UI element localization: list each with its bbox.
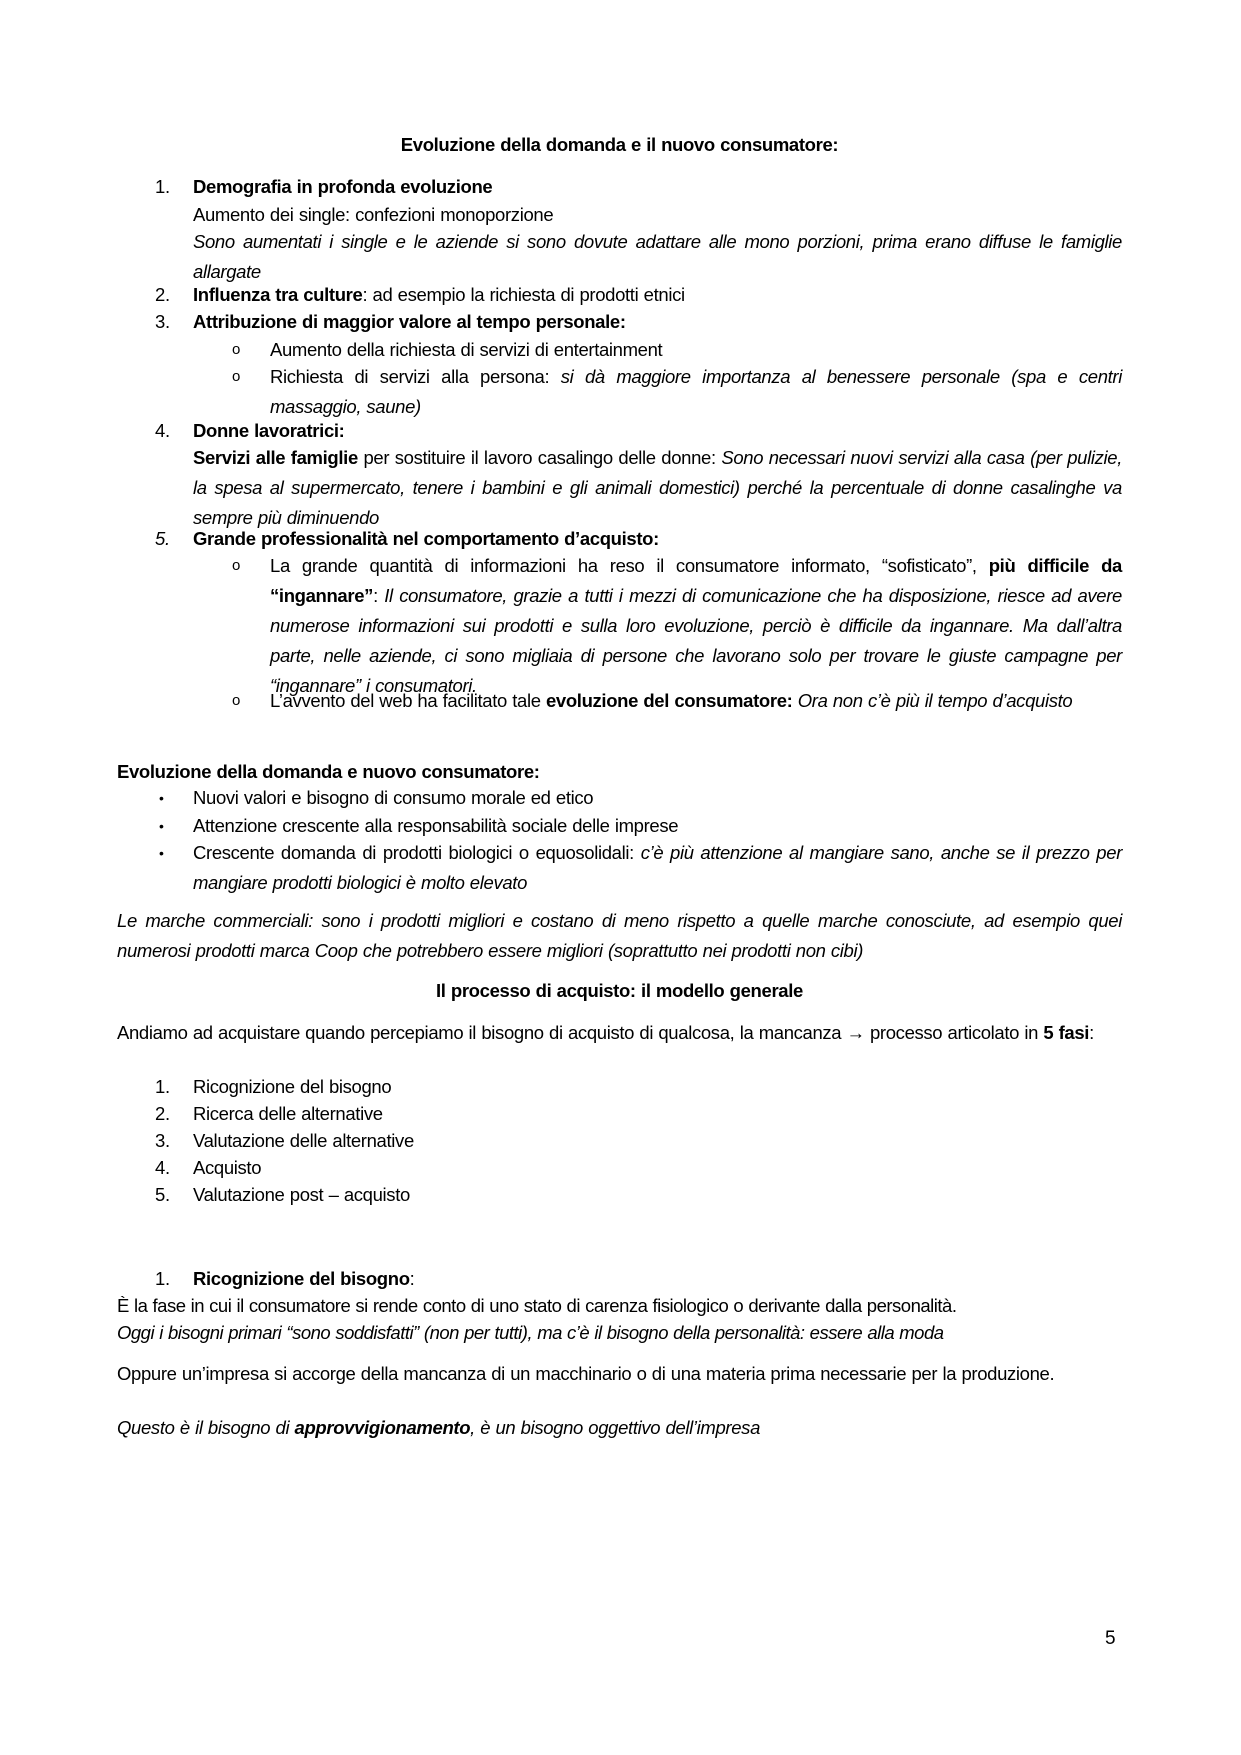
list-number: 5.: [155, 1184, 170, 1205]
list-item-text: [193, 280, 1122, 310]
list-number: 2.: [155, 1103, 170, 1124]
bullet-icon: •: [159, 790, 164, 806]
list-item-text: [193, 443, 1122, 533]
body-text: La grande quantità di informazioni ha reso il consumatore informato, “sofisticato”,: [270, 555, 989, 576]
bullet-text: Nuovi valori e bisogno di consumo morale ed etico: [193, 787, 594, 808]
bullet-icon: •: [159, 845, 164, 861]
heading-text: Demografia in profonda evoluzione: [193, 176, 493, 197]
note-text: Le marche commerciali: sono i prodotti migliori e costano di meno rispetto a quelle marche conosciute, ad esempio quei numerosi prodotti marca Coop che potrebbero essere migliori (soprattutto nei prodotti non cibi): [117, 910, 1122, 961]
body-text: : ad esempio la richiesta di prodotti etnici: [362, 284, 685, 305]
body-text: L’avvento del web ha facilitato tale: [270, 690, 546, 711]
body-text: Richiesta di servizi alla persona:: [270, 366, 561, 387]
list-item-note: [193, 227, 1122, 287]
bullet-icon: •: [159, 818, 164, 834]
list-number: 3.: [155, 1130, 170, 1151]
note-text: , è un bisogno oggettivo dell’impresa: [470, 1417, 761, 1438]
list-number: 2.: [155, 284, 170, 305]
section-title-text: Evoluzione della domanda e il nuovo consumatore:: [400, 134, 839, 155]
circle-bullet-icon: o: [232, 557, 240, 574]
circle-bullet-icon: o: [232, 368, 240, 385]
sub-item-text: Aumento della richiesta di servizi di entertainment: [270, 339, 663, 360]
paragraph-italic: [117, 1413, 1122, 1443]
heading-text: Attribuzione di maggior valore al tempo personale:: [193, 311, 626, 332]
list-number: 1.: [155, 1268, 170, 1289]
note-text: Sono necessari nuovi servizi alla casa (per pulizie, la spesa al supermercato, tenere i bambini e gli animali domestici) perché la percentuale di donne casalinghe va sempre più diminuendo: [193, 447, 1122, 528]
circle-bullet-icon: o: [232, 341, 240, 358]
bold-text: approvvigionamento: [294, 1417, 471, 1438]
paragraph: Oppure un’impresa si accorge della mancanza di un macchinario o di una materia prima necessarie per la produzione.: [117, 1363, 1055, 1384]
heading-text: Influenza tra culture: [193, 284, 363, 305]
phase-text: Ricerca delle alternative: [193, 1103, 383, 1124]
bold-text: evoluzione del consumatore:: [545, 690, 793, 711]
body-text: Crescente domanda di prodotti biologici o equosolidali:: [193, 842, 641, 863]
note-text: c’è più attenzione al mangiare sano, anche se il prezzo per mangiare prodotti biologici è molto elevato: [193, 842, 1122, 893]
sub-item-text: [270, 551, 1122, 701]
phase-text: Ricognizione del bisogno: [193, 1076, 392, 1097]
bold-text: Servizi alle famiglie: [193, 447, 358, 468]
subsection-title: [193, 1264, 1122, 1294]
sub-item-text: [270, 362, 1122, 422]
note-text: Ora non c’è più il tempo d’acquisto: [797, 690, 1073, 711]
phase-text: Valutazione delle alternative: [193, 1130, 414, 1151]
note-text: Oggi i bisogni primari “sono soddisfatti” (non per tutti), ma c’è il bisogno della personalità: essere alla moda: [117, 1322, 944, 1343]
phase-text: Acquisto: [193, 1157, 262, 1178]
section-title: [117, 976, 1122, 1006]
bold-text: più difficile da “ingannare”: [270, 555, 1122, 606]
list-number: 4.: [155, 1157, 170, 1178]
sub-item-text: [270, 686, 1122, 716]
section-title-text: Evoluzione della domanda e nuovo consumatore:: [117, 761, 540, 782]
note-text: Questo è il bisogno di: [117, 1417, 295, 1438]
intro-paragraph: [117, 1018, 1122, 1048]
marche-note: [117, 906, 1122, 966]
section-title: [117, 130, 1122, 160]
note-text: si dà maggiore importanza al benessere personale (spa e centri massaggio, saune): [270, 366, 1122, 417]
body-text: :: [409, 1268, 415, 1289]
list-number: [155, 524, 185, 554]
section-title-text: Il processo di acquisto: il modello generale: [436, 980, 803, 1001]
list-item-heading: [193, 307, 1122, 337]
note-text: Il consumatore, grazie a tutti i mezzi di comunicazione che ha disposizione, riesce ad avere numerose informazioni sui prodotti e sulla loro evoluzione, perciò è difficile da ingannare. Ma dall’altra parte, nelle aziende, ci sono migliaia di persone che lavorano solo per trovare le giuste campagne per “ingannare” i consumatori.: [270, 585, 1122, 696]
note-text: Sono aumentati i single e le aziende si sono dovute adattare alle mono porzioni, prima erano diffuse le famiglie allargate: [193, 231, 1122, 282]
paragraph-italic: [117, 1318, 1122, 1348]
heading-text: Ricognizione del bisogno: [193, 1268, 410, 1289]
list-number: 1.: [155, 176, 170, 197]
phase-text: Valutazione post – acquisto: [193, 1184, 410, 1205]
body-text: Andiamo ad acquistare quando percepiamo il bisogno di acquisto di qualcosa, la mancanza → processo articolato in: [117, 1022, 1044, 1043]
body-text: :: [373, 585, 385, 606]
list-item-heading: [193, 416, 1122, 446]
body-text: :: [1089, 1022, 1094, 1043]
heading-text: Donne lavoratrici:: [193, 420, 345, 441]
list-number: 3.: [155, 311, 170, 332]
circle-bullet-icon: o: [232, 692, 240, 709]
heading-text: Grande professionalità nel comportamento d’acquisto:: [193, 528, 659, 549]
body-text: per sostituire il lavoro casalingo delle donne:: [357, 447, 722, 468]
list-item-heading: [193, 172, 1122, 202]
list-item-heading: [193, 524, 1122, 554]
list-item-text: Aumento dei single: confezioni monoporzione: [193, 204, 554, 225]
number-text: 5.: [155, 528, 170, 549]
page-number: 5: [1105, 1628, 1116, 1649]
bullet-text: Attenzione crescente alla responsabilità sociale delle imprese: [193, 815, 679, 836]
paragraph: È la fase in cui il consumatore si rende conto di uno stato di carenza fisiologico o derivante dalla personalità.: [117, 1295, 957, 1316]
bold-text: 5 fasi: [1043, 1022, 1090, 1043]
list-number: 4.: [155, 420, 170, 441]
list-number: 1.: [155, 1076, 170, 1097]
bullet-text: [193, 838, 1122, 898]
